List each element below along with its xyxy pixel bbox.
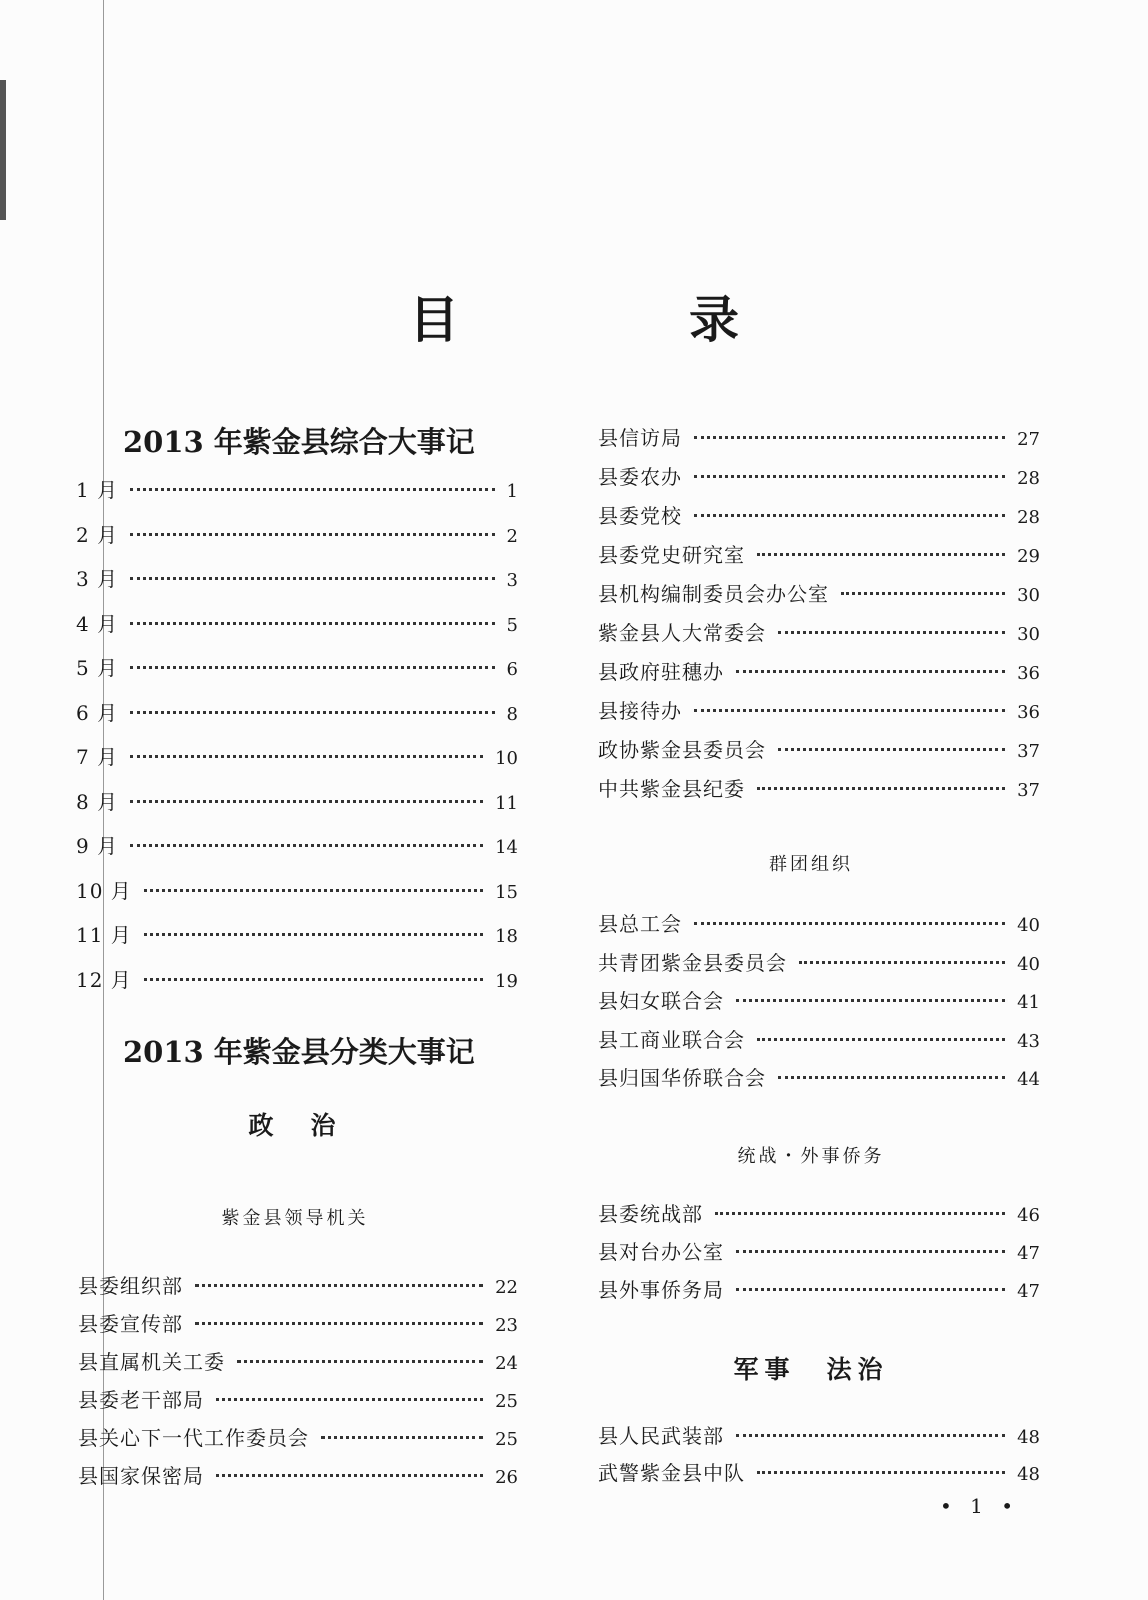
toc-entry-label: 县直属机关工委 [78, 1350, 225, 1374]
leader-dots [144, 978, 483, 981]
toc-entry-page: 6 [506, 659, 518, 680]
toc-entry-label: 3 月 [76, 567, 119, 591]
leader-dots [715, 1212, 1005, 1215]
leader-dots [778, 1076, 1005, 1079]
toc-entry-label: 4 月 [76, 611, 119, 636]
toc-entry [598, 1198, 1040, 1226]
toc-entry-label: 县委党校 [598, 504, 682, 528]
toc-entry-label: 县妇女联合会 [598, 989, 724, 1013]
toc-entry-label: 1 月 [76, 478, 119, 502]
group-heading-united-front: 统战・外事侨务 [737, 1146, 885, 1167]
toc-entry-page: 44 [1017, 1069, 1040, 1090]
toc-entry-label: 县总工会 [598, 912, 682, 936]
toc-entry-page: 47 [1017, 1243, 1040, 1264]
toc-entry-page: 25 [495, 1391, 518, 1412]
leader-dots [237, 1360, 483, 1363]
toc-entry-label: 9 月 [76, 834, 119, 858]
toc-entry-page: 30 [1017, 624, 1040, 645]
toc-entry [598, 1457, 1040, 1485]
leader-dots [736, 1434, 1005, 1437]
leader-dots [736, 999, 1005, 1002]
group-heading-leadership: 紫金县领导机关 [221, 1208, 369, 1229]
toc-entry [598, 734, 1040, 762]
leader-dots [130, 622, 494, 625]
toc-entry-page: 25 [495, 1429, 518, 1450]
toc-entry-label: 县信访局 [598, 426, 682, 450]
subsection-heading-military-law: 军事 法治 [733, 1355, 889, 1384]
toc-entry-label: 县接待办 [598, 699, 682, 723]
toc-entry [76, 830, 518, 858]
leader-dots [757, 1471, 1005, 1474]
toc-entry-label: 县政府驻穗办 [598, 660, 724, 684]
toc-entry-page: 8 [506, 703, 518, 725]
toc-entry-page: 46 [1017, 1205, 1040, 1226]
toc-entry [76, 608, 518, 636]
toc-entry-page: 3 [506, 570, 518, 591]
toc-entry-page: 2 [506, 525, 518, 547]
toc-entry-label: 县人民武装部 [598, 1424, 724, 1448]
toc-entry-page: 36 [1017, 702, 1040, 723]
toc-entry-label: 县关心下一代工作委员会 [78, 1426, 309, 1450]
leader-dots [778, 748, 1005, 751]
toc-entry-label: 县委统战部 [598, 1202, 703, 1226]
toc-entry-page: 24 [495, 1353, 518, 1374]
toc-entry-label: 武警紫金县中队 [598, 1461, 745, 1485]
toc-entry-page: 28 [1017, 507, 1040, 528]
toc-entry-page: 14 [495, 837, 518, 858]
leader-dots [799, 961, 1005, 964]
toc-entry-page: 29 [1017, 546, 1040, 567]
leader-dots [736, 1250, 1005, 1253]
toc-entry-label: 5 月 [76, 656, 119, 680]
toc-entry-label: 6 月 [76, 700, 119, 725]
toc-entry-page: 37 [1017, 741, 1040, 762]
toc-entry [598, 1024, 1040, 1052]
toc-entry [598, 773, 1040, 801]
toc-entry [598, 1236, 1040, 1264]
toc-entry [598, 695, 1040, 723]
leader-dots [321, 1436, 483, 1439]
toc-entry [598, 578, 1040, 606]
leader-dots [130, 666, 494, 669]
toc-entry [78, 1308, 518, 1336]
toc-entry-page: 30 [1017, 585, 1040, 606]
leader-dots [757, 1038, 1005, 1041]
toc-entry-label: 7 月 [76, 745, 119, 769]
toc-entry [598, 908, 1040, 936]
toc-entry-page: 26 [495, 1467, 518, 1488]
toc-entry-page: 40 [1017, 915, 1040, 936]
toc-entry [76, 563, 518, 591]
toc-entry-label: 政协紫金县委员会 [598, 738, 766, 762]
toc-entry-page: 23 [495, 1315, 518, 1336]
toc-entry-label: 县工商业联合会 [598, 1027, 745, 1052]
page-title: 目 录 [409, 291, 829, 349]
leader-dots [216, 1474, 483, 1477]
toc-entry-label: 10 月 [76, 878, 132, 903]
toc-entry-page: 15 [495, 881, 518, 903]
toc-entry-label: 紫金县人大常委会 [598, 621, 766, 645]
toc-entry-label: 2 月 [76, 522, 119, 547]
leader-dots [144, 933, 483, 936]
toc-entry [78, 1460, 518, 1488]
toc-entry [598, 617, 1040, 645]
toc-entry-page: 48 [1017, 1427, 1040, 1448]
toc-entry-label: 共青团紫金县委员会 [598, 950, 787, 975]
leader-dots [130, 844, 483, 847]
toc-entry-page: 5 [506, 614, 518, 636]
toc-entry-label: 县机构编制委员会办公室 [598, 582, 829, 606]
section-heading-general-events: 2013 年紫金县综合大事记 [123, 425, 475, 459]
leader-dots [130, 533, 494, 536]
toc-entry [598, 1420, 1040, 1448]
leader-dots [216, 1398, 483, 1401]
leader-dots [144, 889, 483, 892]
toc-entry-page: 11 [495, 792, 518, 814]
toc-entry-label: 县外事侨务局 [598, 1278, 724, 1302]
leader-dots [841, 592, 1005, 595]
toc-entry-page: 40 [1017, 953, 1040, 975]
leader-dots [195, 1322, 483, 1325]
toc-entry-page: 28 [1017, 468, 1040, 489]
toc-entry-label: 县归国华侨联合会 [598, 1066, 766, 1090]
toc-entry [76, 697, 518, 725]
toc-entry-page: 18 [495, 926, 518, 947]
toc-entry [598, 500, 1040, 528]
section-heading-classified-events: 2013 年紫金县分类大事记 [123, 1035, 475, 1069]
toc-entry-page: 1 [506, 481, 518, 502]
leader-dots [757, 553, 1005, 556]
toc-entry-page: 36 [1017, 663, 1040, 684]
toc-entry [78, 1422, 518, 1450]
leader-dots [736, 1288, 1005, 1291]
toc-entry-label: 8 月 [76, 789, 119, 814]
toc-entry-page: 19 [495, 970, 518, 992]
toc-entry [598, 947, 1040, 975]
toc-entry-page: 47 [1017, 1281, 1040, 1302]
toc-entry [76, 786, 518, 814]
leader-dots [778, 631, 1005, 634]
leader-dots [195, 1284, 483, 1287]
toc-entry-label: 县委宣传部 [78, 1312, 183, 1336]
toc-entry [76, 474, 518, 502]
toc-entry-label: 县国家保密局 [78, 1464, 204, 1488]
leader-dots [130, 711, 494, 714]
leader-dots [694, 922, 1005, 925]
leader-dots [130, 577, 494, 580]
toc-entry [78, 1384, 518, 1412]
toc-entry [76, 741, 518, 769]
toc-entry [598, 1062, 1040, 1090]
toc-entry [598, 539, 1040, 567]
toc-entry [78, 1270, 518, 1298]
toc-entry-label: 12 月 [76, 967, 132, 992]
toc-entry-label: 县委党史研究室 [598, 543, 745, 567]
toc-entry [76, 519, 518, 547]
leader-dots [130, 755, 483, 758]
toc-entry [76, 875, 518, 903]
toc-entry-label: 11 月 [76, 923, 132, 947]
scan-edge-mark [0, 80, 6, 220]
subsection-heading-politics: 政 治 [248, 1111, 342, 1140]
toc-entry-label: 县委农办 [598, 465, 682, 489]
toc-entry [598, 656, 1040, 684]
leader-dots [694, 709, 1005, 712]
toc-entry-label: 县对台办公室 [598, 1240, 724, 1264]
toc-entry [76, 919, 518, 947]
leader-dots [694, 475, 1005, 478]
toc-entry [78, 1346, 518, 1374]
toc-entry-label: 县委组织部 [78, 1274, 183, 1298]
toc-entry-label: 中共紫金县纪委 [598, 777, 745, 801]
leader-dots [736, 670, 1005, 673]
leader-dots [694, 514, 1005, 517]
toc-entry-page: 48 [1017, 1464, 1040, 1485]
leader-dots [130, 800, 483, 803]
toc-entry-label: 县委老干部局 [78, 1388, 204, 1412]
toc-entry-page: 22 [495, 1277, 518, 1298]
page-number: • 1 • [940, 1494, 1020, 1518]
toc-entry-page: 27 [1017, 429, 1040, 450]
toc-entry [76, 964, 518, 992]
toc-entry [76, 652, 518, 680]
toc-entry [598, 985, 1040, 1013]
toc-entry [598, 422, 1040, 450]
toc-entry-page: 10 [495, 748, 518, 769]
leader-dots [757, 787, 1005, 790]
leader-dots [130, 488, 494, 491]
leader-dots [694, 436, 1005, 439]
toc-entry [598, 461, 1040, 489]
toc-entry-page: 41 [1017, 992, 1040, 1013]
group-heading-mass-organizations: 群团组织 [769, 854, 853, 875]
toc-entry-page: 37 [1017, 780, 1040, 801]
toc-entry-page: 43 [1017, 1030, 1040, 1052]
toc-entry [598, 1274, 1040, 1302]
